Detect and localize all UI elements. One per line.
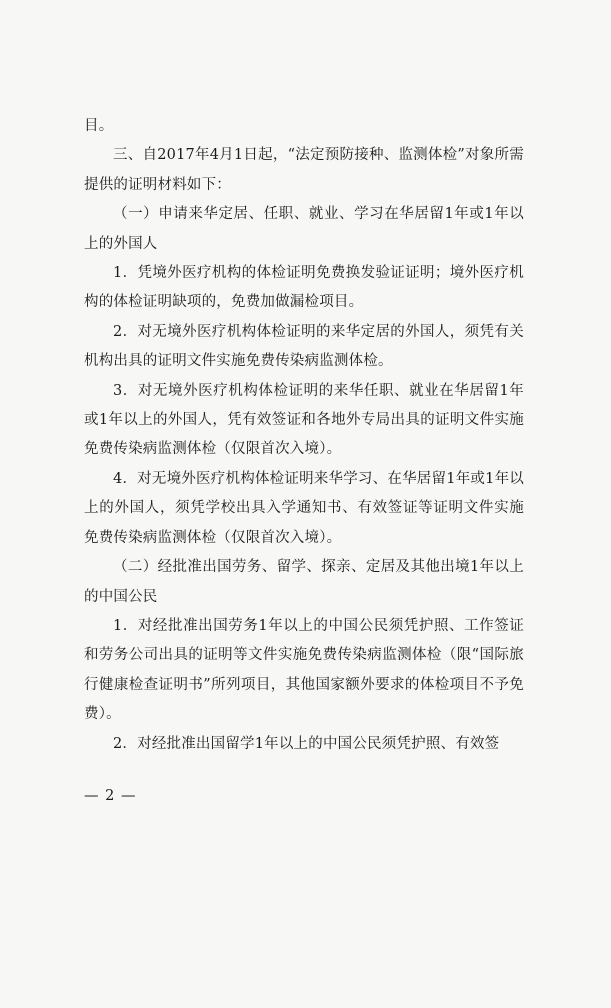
paragraph-item-4: 4．对无境外医疗机构体检证明来华学习、在华居留1年或1年以上的外国人，须凭学校出具入学通知书、有效签证等证明文件实施免费传染病监测体检（仅限首次入境）。	[84, 470, 524, 546]
paragraph-subsection-two: （二）经批准出国劳务、留学、探亲、定居及其他出境1年以上的中国公民	[84, 559, 524, 605]
paragraph-section-three: 三、自2017年4月1日起，“法定预防接种、监测体检”对象所需提供的证明材料如下：	[84, 147, 524, 193]
body-text	[84, 112, 524, 759]
page-number: — 2 —	[84, 788, 137, 804]
paragraph-item-3: 3．对无境外医疗机构体检证明的来华任职、就业在华居留1年或1年以上的外国人，凭有效签证和各地外专局出具的证明文件实施免费传染病监测体检（仅限首次入境）。	[84, 382, 524, 458]
paragraph-item-b1: 1．对经批准出国劳务1年以上的中国公民须凭护照、工作签证和劳务公司出具的证明等文件实施免费传染病监测体检（限“国际旅行健康检查证明书”所列项目，其他国家额外要求的体检项目不予免费）。	[84, 617, 524, 723]
paragraph-item-2: 2．对无境外医疗机构体检证明的来华定居的外国人，须凭有关机构出具的证明文件实施免费传染病监测体检。	[84, 323, 524, 370]
paragraph-continuation: 目。	[84, 118, 114, 134]
paragraph-item-1: 1．凭境外医疗机构的体检证明免费换发验证证明；境外医疗机构的体检证明缺项的，免费加做漏检项目。	[84, 265, 524, 311]
paragraph-subsection-one: （一）申请来华定居、任职、就业、学习在华居留1年或1年以上的外国人	[84, 206, 524, 252]
paragraph-item-b2: 2．对经批准出国留学1年以上的中国公民须凭护照、有效签	[113, 735, 500, 752]
